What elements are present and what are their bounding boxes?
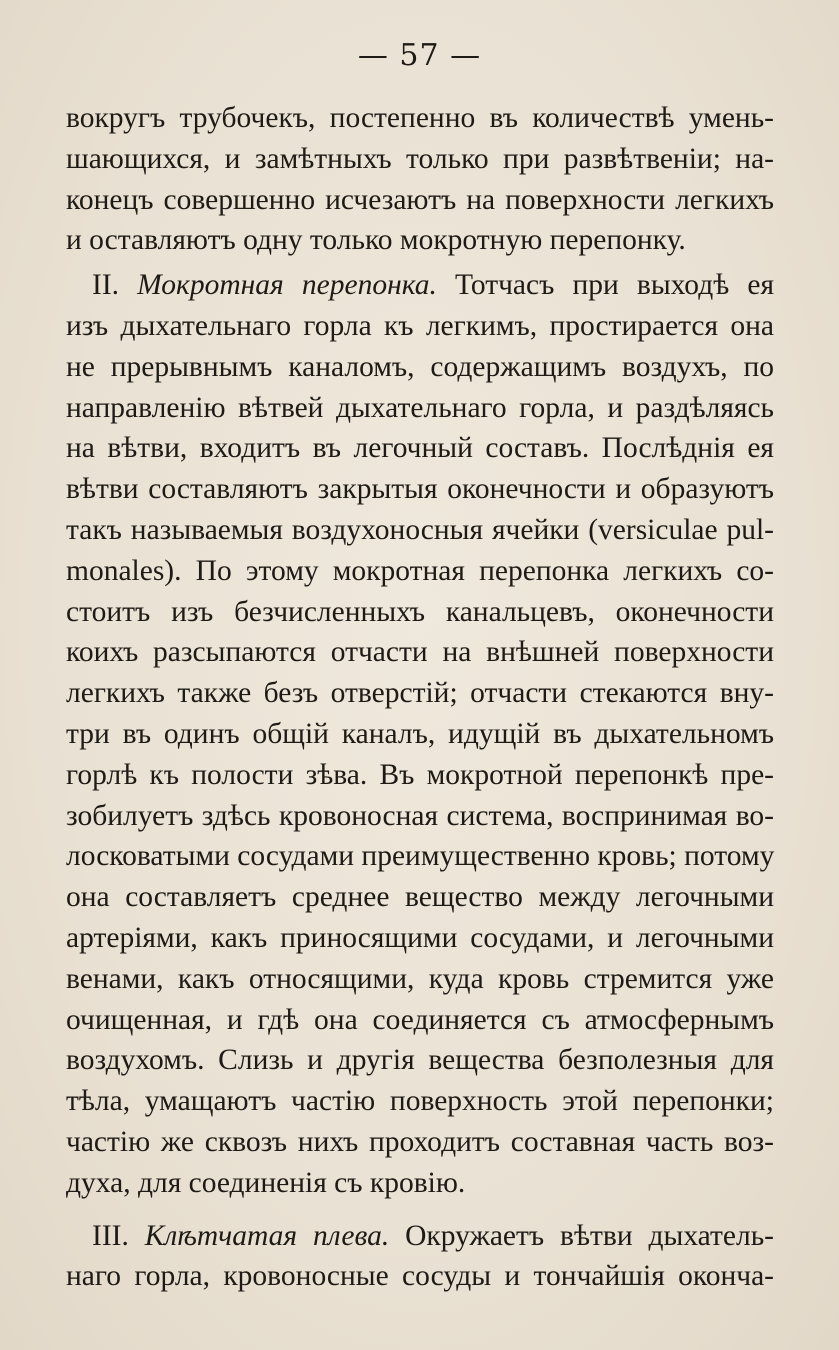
text-line: направленію вѣтвей дыхательнаго горла, и раздѣляясь [66,391,774,424]
text-line: горлѣ къ полости зѣва. Въ мокротной перепонкѣ пре- [66,758,774,791]
text-line: зобилуетъ здѣсь кровоносная система, воспринимая во- [66,799,774,832]
text-line: стоитъ изъ безчисленныхъ канальцевъ, оконечности [66,595,774,628]
text-line: венами, какъ относящими, куда кровь стремится уже [66,962,774,995]
text-line: очищенная, и гдѣ она соединяется съ атмосфернымъ [66,1003,774,1036]
section-ii-numeral: II. [92,269,120,302]
section-iii-first-line-text: Окружаетъ вѣтви дыхатель- [405,1219,775,1252]
text-line: духа, для соединенія съ кровію. [66,1166,466,1199]
section-ii-heading-line [66,265,774,306]
text-line: воздухомъ. Слизь и другія вещества безполезныя для [66,1044,774,1077]
section-iii-title: Клѣтчатая плева. [144,1219,390,1252]
text-line: коихъ разсыпаются отчасти на внѣшней поверхности [66,636,774,669]
text-line: тѣла, умащаютъ частію поверхность этой перепонки; [66,1085,774,1118]
text-line: на вѣтви, входитъ въ легочный составъ. Послѣднія ея [66,432,774,465]
text-line: вѣтви составляютъ закрытыя оконечности и образуютъ [66,473,774,506]
text-line: конецъ совершенно исчезаютъ на поверхности легкихъ [66,183,774,216]
text-line: вокругъ трубочекъ, постепенно въ количествѣ умень- [66,102,774,134]
text-line: шающихся, и замѣтныхъ только при развѣтвеніи; на- [66,142,774,175]
text-line: наго горла, кровоносные сосуды и тончайшія оконча- [66,1260,774,1293]
text-line: и оставляютъ одну только мокротную перепонку. [66,224,686,257]
section-iii-numeral: III. [92,1219,129,1252]
text-line: monales). По этому мокротная перепонка легкихъ со- [66,554,774,587]
text-line: частію же сквозъ нихъ проходитъ составная часть воз- [66,1125,774,1158]
text-line: не прерывнымъ каналомъ, содержащимъ воздухъ, по [66,350,774,383]
text-line: изъ дыхательнаго горла къ легкимъ, простирается она [66,309,774,342]
page-text [66,98,774,1297]
section-ii-title: Мокротная перепонка. [137,269,437,302]
text-line: три въ одинъ общій каналъ, идущій въ дыхательномъ [66,717,774,750]
text-line: она составляетъ среднее вещество между легочными [66,881,774,914]
text-line: лосковатыми сосудами преимущественно кровь; потому [66,840,775,873]
page-number: — 57 — [357,38,482,73]
section-iii-heading-line [66,1216,774,1257]
text-line: артеріями, какъ приносящими сосудами, и легочными [66,921,774,954]
text-line: такъ называемыя воздухоносныя ячейки (versiculae pul- [66,513,774,546]
section-ii-first-line-text: Тотчасъ при выходѣ ея [455,269,775,302]
text-line: легкихъ также безъ отверстій; отчасти стекаются вну- [66,677,774,710]
